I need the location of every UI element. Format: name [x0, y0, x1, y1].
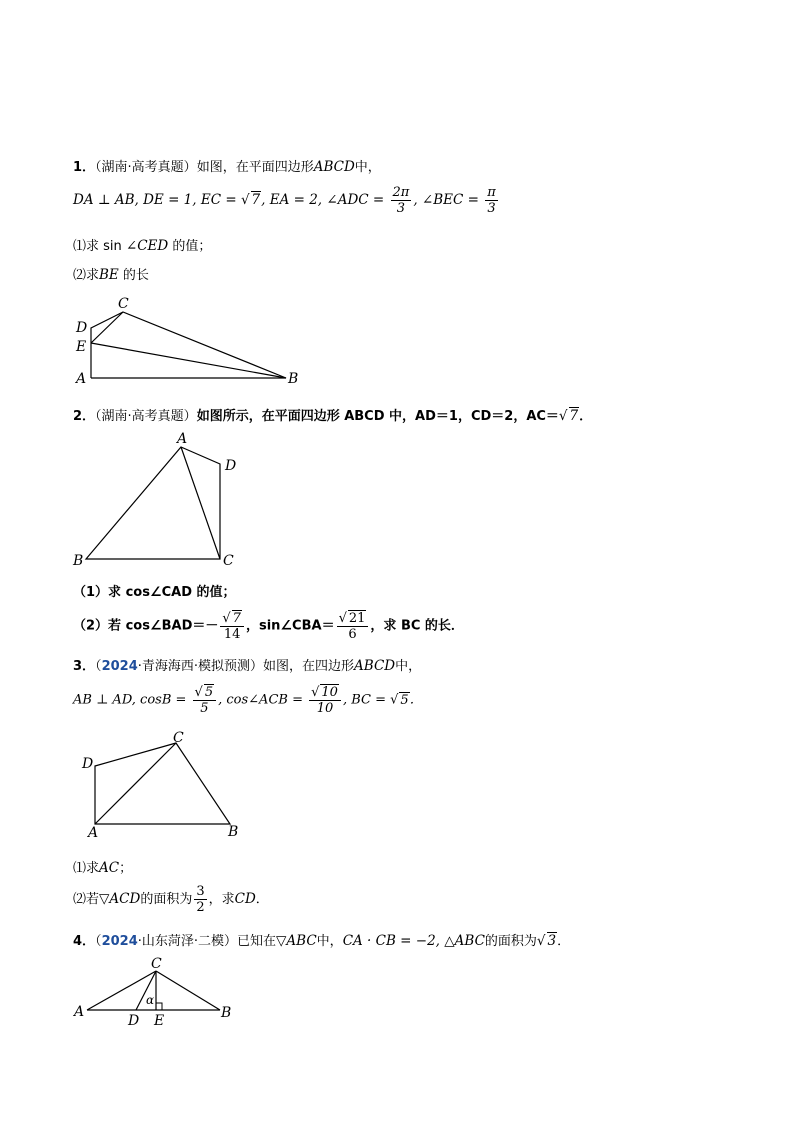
problem-1-question-1: ⑴求 sin ∠CED 的值；	[73, 238, 212, 254]
fraction: $\frac{√ 7}{14}$	[220, 610, 244, 642]
vertex-label-c: C	[223, 553, 234, 569]
problem-3-conditions: AB ⊥ AD, cosB = $\frac{√ 5}{5}$ , cos∠ACB = $\frac{√ 10}{10}$ , BC = √ 5．	[73, 685, 423, 716]
fraction: $\frac{√ 5}{5}$	[193, 684, 217, 716]
fraction: $\frac{2\pi}{3}$	[392, 185, 410, 216]
vertex-label-c: C	[151, 956, 162, 972]
problem-1-header: 1．（湖南·高考真题）如图，在平面四边形ABCD中，	[73, 159, 381, 175]
vertex-label-b: B	[221, 1005, 232, 1021]
vertex-label-e: E	[154, 1013, 165, 1029]
problem-number: 1．	[73, 160, 96, 175]
problem-3-question-2: ⑵若▽ACD的面积为 $\frac{3}{2}$ ，求CD．	[73, 884, 269, 915]
vertex-label-a: A	[88, 825, 99, 840]
vertex-label-d: D	[76, 320, 88, 336]
problem-2-figure	[70, 428, 250, 573]
vertex-label-d: D	[128, 1013, 140, 1029]
vertex-label-a: A	[74, 1004, 85, 1020]
vertex-label-c: C	[173, 730, 184, 746]
problem-2-header: 2．（湖南·高考真题）如图所示，在平面四边形 ABCD 中，AD＝1，CD＝2，AC＝√ 7．	[73, 408, 593, 424]
problem-3-header: 3．（2024·青海海西·模拟预测）如图，在四边形ABCD中，	[73, 658, 422, 674]
fraction: $\frac{√ 21}{6}$	[337, 610, 369, 642]
vertex-label-a: A	[76, 371, 87, 387]
angle-label-alpha: α	[146, 993, 155, 1007]
problem-4-header: 4．（2024·山东菏泽·二模）已知在▽ABC中，CA · CB = −2, △ABC的面积为√ 3．	[73, 933, 571, 949]
problem-4-figure	[70, 955, 240, 1030]
fraction: $\frac{\pi}{3}$	[487, 185, 496, 216]
vertex-label-b: B	[288, 371, 299, 387]
problem-2-question-1: （1）求 cos∠CAD 的值；	[73, 585, 236, 600]
problem-source: （湖南·高考真题）	[95, 160, 197, 175]
vertex-label-a: A	[177, 431, 188, 447]
vertex-label-b: B	[228, 824, 239, 840]
vertex-label-e: E	[76, 339, 87, 355]
vertex-label-c: C	[118, 296, 129, 312]
problem-3-figure	[78, 730, 248, 840]
problem-1-conditions: DA ⊥ AB, DE = 1, EC = √ 7, EA = 2, ∠ADC = $\frac{2\pi}{3}$ , ∠BEC = $\frac{\pi}{3}$	[73, 185, 496, 216]
problem-3-question-1: ⑴求AC；	[73, 860, 133, 876]
problem-1-question-2: ⑵求BE 的长	[73, 267, 149, 283]
fraction: $\frac{3}{2}$	[196, 884, 205, 915]
problem-2-question-2: （2）若 cos∠BAD＝－ $\frac{√ 7}{14}$ ，sin∠CBA＝ $\frac{√ 21}{6}$ ，求 BC 的长．	[73, 611, 464, 642]
problem-1-figure	[70, 292, 310, 392]
vertex-label-d: D	[225, 458, 237, 474]
vertex-label-b: B	[73, 553, 84, 569]
fraction: $\frac{√ 10}{10}$	[309, 684, 341, 716]
vertex-label-d: D	[82, 756, 94, 772]
